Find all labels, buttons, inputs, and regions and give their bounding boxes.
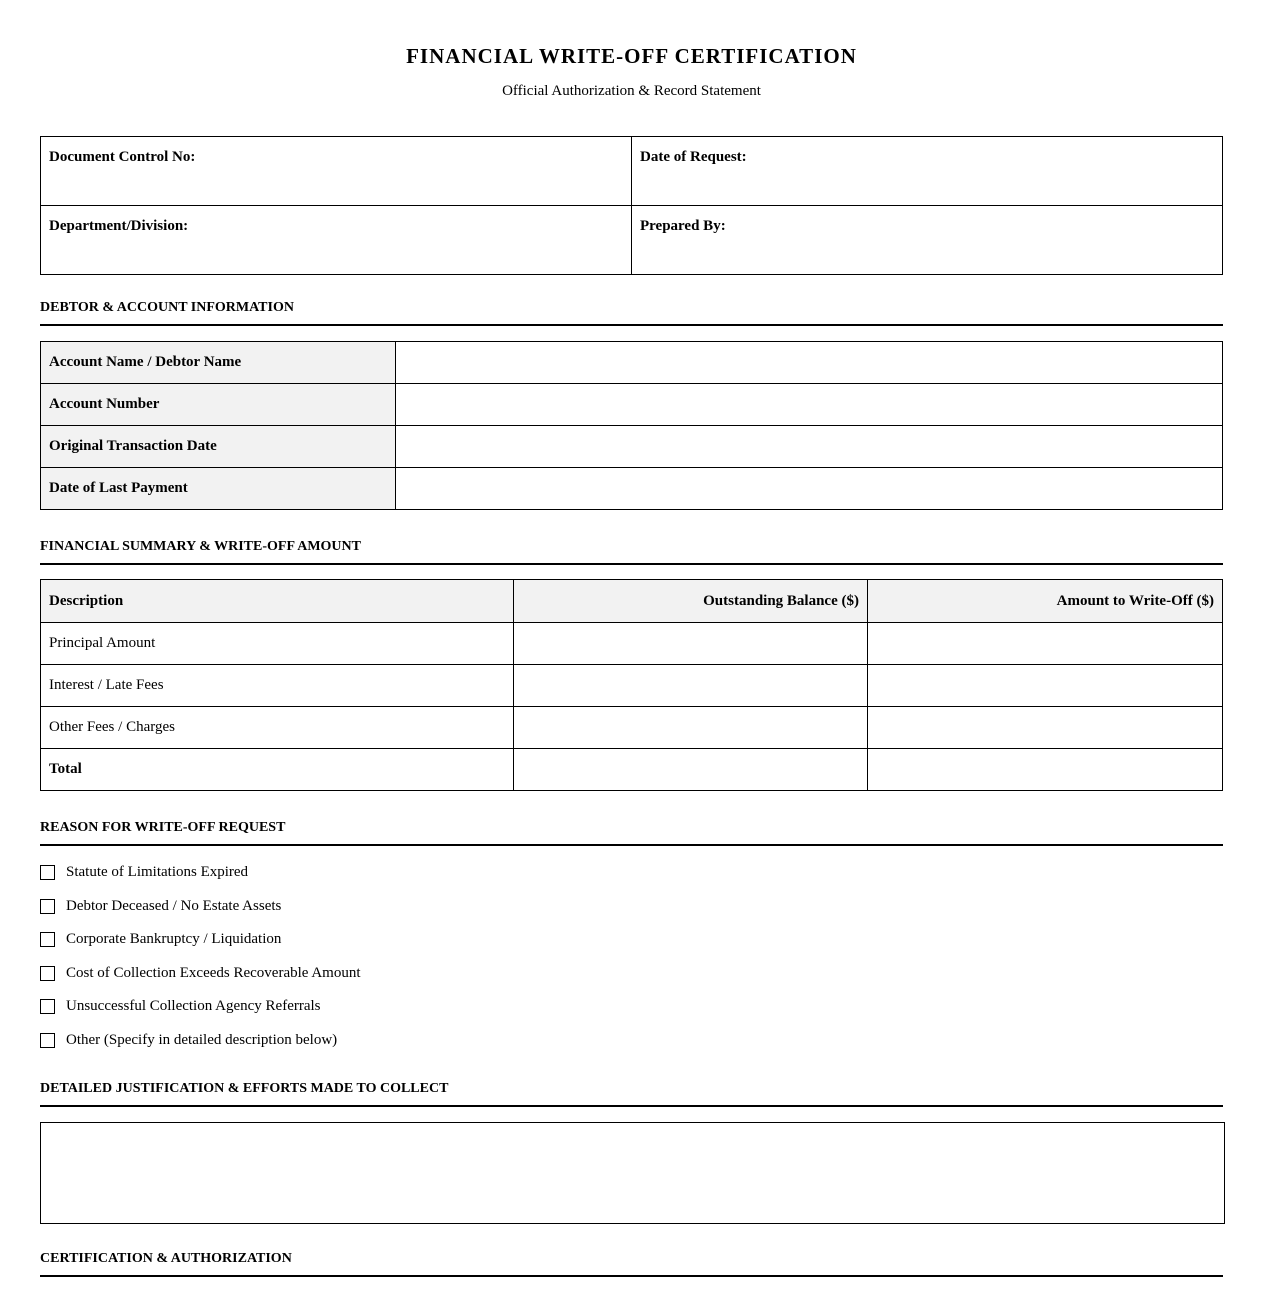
checkbox[interactable] — [40, 865, 55, 880]
account-name-field[interactable] — [396, 342, 1223, 384]
debtor-info-table — [40, 341, 1223, 510]
table-row — [41, 665, 1223, 707]
table-row — [41, 426, 1223, 468]
row-description: Interest / Late Fees — [41, 665, 514, 707]
balance-field[interactable] — [514, 623, 868, 665]
justification-section-heading: DETAILED JUSTIFICATION & EFFORTS MADE TO COLLECT — [40, 1081, 1223, 1107]
checkbox-label: Statute of Limitations Expired — [66, 864, 249, 880]
total-writeoff-field[interactable] — [868, 749, 1223, 791]
page-subtitle: Official Authorization & Record Statement — [502, 83, 761, 99]
last-payment-date-field[interactable] — [396, 468, 1223, 510]
list-item — [40, 998, 640, 1032]
department-field[interactable] — [41, 206, 632, 275]
transaction-date-field[interactable] — [396, 426, 1223, 468]
doc-control-label: Document Control No: — [49, 149, 196, 165]
list-item — [40, 1032, 640, 1066]
row-label: Account Number — [41, 384, 396, 426]
checkbox-label: Other (Specify in detailed description below) — [66, 1031, 338, 1048]
reason-section-heading: REASON FOR WRITE-OFF REQUEST — [40, 820, 1223, 846]
checkbox[interactable] — [40, 899, 55, 914]
account-number-field[interactable] — [396, 384, 1223, 426]
row-description: Other Fees / Charges — [41, 707, 514, 749]
balance-field[interactable] — [514, 707, 868, 749]
table-row — [41, 342, 1223, 384]
checkbox[interactable] — [40, 966, 55, 981]
table-row-total — [41, 749, 1223, 791]
column-header-description: Description — [41, 580, 514, 623]
total-balance-field[interactable] — [514, 749, 868, 791]
writeoff-field[interactable] — [868, 707, 1223, 749]
reason-checklist — [40, 864, 640, 1066]
prepared-by-label: Prepared By: — [640, 218, 726, 234]
writeoff-field[interactable] — [868, 623, 1223, 665]
table-header-row — [41, 580, 1223, 623]
table-row — [41, 384, 1223, 426]
checkbox[interactable] — [40, 999, 55, 1014]
page-title: FINANCIAL WRITE-OFF CERTIFICATION — [406, 44, 857, 68]
date-request-label: Date of Request: — [640, 149, 747, 165]
checkbox-label: Cost of Collection Exceeds Recoverable Amount — [66, 964, 361, 981]
column-header-balance: Outstanding Balance ($) — [514, 580, 868, 623]
row-label: Date of Last Payment — [41, 468, 396, 510]
table-row — [41, 707, 1223, 749]
list-item — [40, 965, 640, 999]
prepared-by-field[interactable] — [632, 206, 1223, 275]
checkbox-label: Corporate Bankruptcy / Liquidation — [66, 931, 282, 948]
row-label: Original Transaction Date — [41, 426, 396, 468]
checkbox[interactable] — [40, 1033, 55, 1048]
writeoff-field[interactable] — [868, 665, 1223, 707]
document-meta-grid — [40, 136, 1223, 275]
row-description: Principal Amount — [41, 623, 514, 665]
date-request-field[interactable] — [632, 137, 1223, 206]
list-item — [40, 898, 640, 932]
row-label: Account Name / Debtor Name — [41, 342, 396, 384]
row-description: Total — [41, 749, 514, 791]
checkbox[interactable] — [40, 932, 55, 947]
table-row — [41, 468, 1223, 510]
doc-control-field[interactable] — [41, 137, 632, 206]
certification-section-heading: CERTIFICATION & AUTHORIZATION — [40, 1251, 1223, 1277]
table-row — [41, 623, 1223, 665]
department-label: Department/Division: — [49, 218, 189, 234]
balance-field[interactable] — [514, 665, 868, 707]
list-item — [40, 931, 640, 965]
justification-textarea[interactable] — [40, 1122, 1225, 1224]
financial-summary-table — [40, 579, 1223, 791]
column-header-writeoff: Amount to Write-Off ($) — [868, 580, 1223, 623]
financial-section-heading: FINANCIAL SUMMARY & WRITE-OFF AMOUNT — [40, 539, 1223, 565]
checkbox-label: Unsuccessful Collection Agency Referrals — [66, 998, 321, 1015]
checkbox-label: Debtor Deceased / No Estate Assets — [66, 897, 282, 914]
debtor-section-heading: DEBTOR & ACCOUNT INFORMATION — [40, 300, 1223, 326]
list-item — [40, 864, 640, 898]
